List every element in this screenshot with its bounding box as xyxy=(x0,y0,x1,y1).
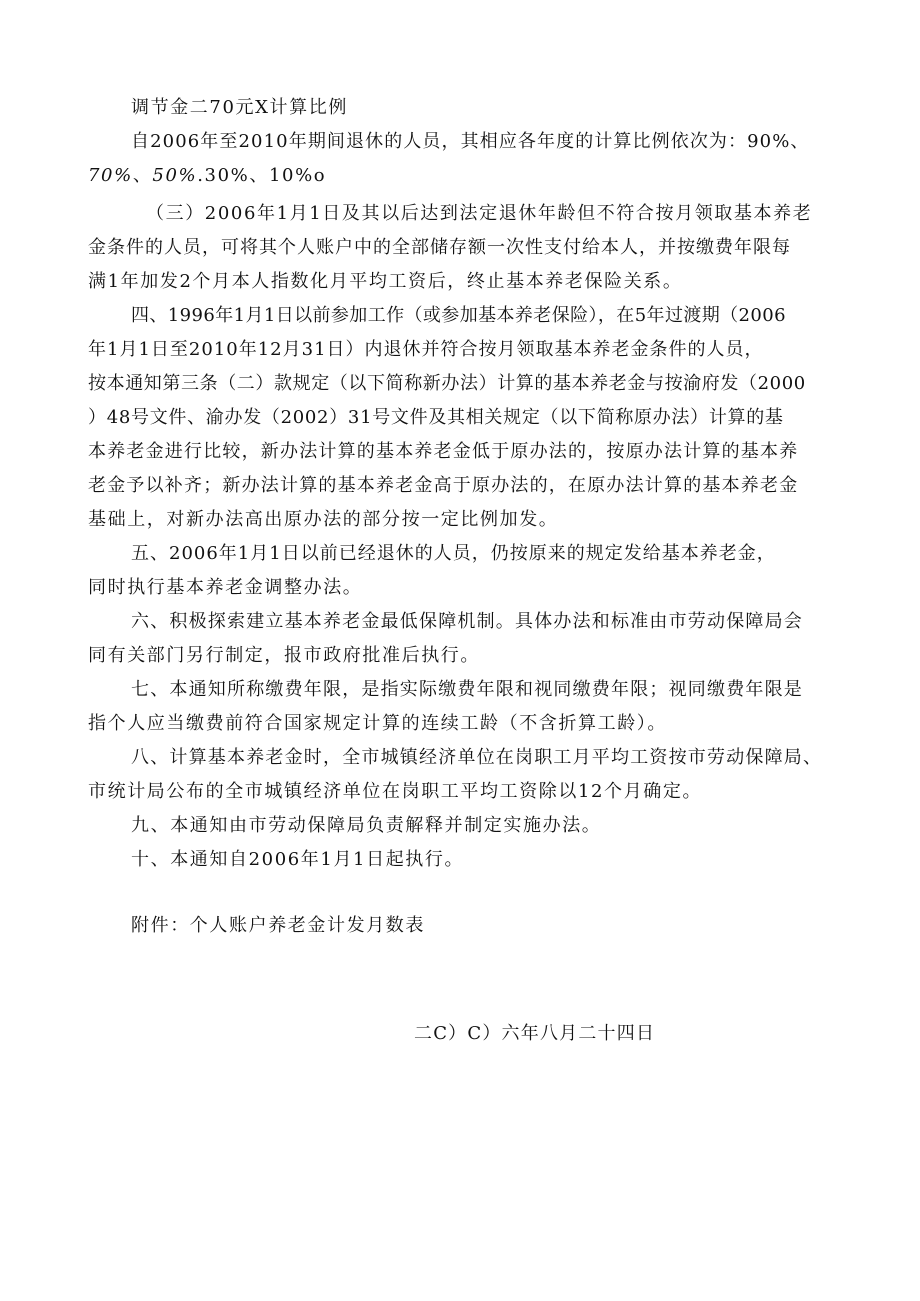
paragraph-10: 十、本通知自2006年1月1日起执行。 xyxy=(131,849,465,870)
paragraph-3-3-line-2: 金条件的人员，可将其个人账户中的全部储存额一次性支付给本人，并按缴费年限每 xyxy=(88,237,791,258)
signature-date: 二C）C）六年八月二十四日 xyxy=(414,1023,656,1044)
calc-ratio-line: 自2006年至2010年期间退休的人员，其相应各年度的计算比例依次为：90%、 xyxy=(131,131,810,152)
paragraph-4-line-4: ）48号文件、渝办发（2002）31号文件及其相关规定（以下简称原办法）计算的基 xyxy=(88,407,784,428)
paragraph-4-line-2: 年1月1日至2010年12月31日）内退休并符合按月领取基本养老金条件的人员， xyxy=(88,339,764,360)
paragraph-8-line-1: 八、计算基本养老金时，全市城镇经济单位在岗职工月平均工资按市劳动保障局、 xyxy=(131,747,823,768)
paragraph-4-line-5: 本养老金进行比较，新办法计算的基本养老金低于原办法的，按原办法计算的基本养 xyxy=(88,441,799,462)
paragraph-4-line-7: 基础上，对新办法高出原办法的部分按一定比例加发。 xyxy=(88,509,559,530)
paragraph-7-line-2: 指个人应当缴费前符合国家规定计算的连续工龄（不含折算工龄）。 xyxy=(88,713,667,734)
calc-ratio-values-line xyxy=(88,164,326,188)
paragraph-8-line-2: 市统计局公布的全市城镇经济单位在岗职工平均工资除以12个月确定。 xyxy=(88,781,703,802)
paragraph-6-line-1: 六、积极探索建立基本养老金最低保障机制。具体办法和标准由市劳动保障局会 xyxy=(131,611,803,632)
adjustment-formula-line: 调节金二70元X计算比例 xyxy=(131,97,348,118)
paragraph-3-3-line-1: （三）2006年1月1日及其以后达到法定退休年龄但不符合按月领取基本养老 xyxy=(146,203,813,224)
paragraph-5-line-1: 五、2006年1月1日以前已经退休的人员，仍按原来的规定发给基本养老金， xyxy=(131,543,776,564)
paragraph-3-3-line-3: 满1年加发2个月本人指数化月平均工资后，终止基本养老保险关系。 xyxy=(88,271,683,292)
paragraph-4-line-3: 按本通知第三条（二）款规定（以下简称新办法）计算的基本养老金与按渝府发（2000 xyxy=(88,373,806,394)
attachment-line: 附件：个人账户养老金计发月数表 xyxy=(131,915,425,936)
ratio-sep: 、 xyxy=(132,165,153,186)
paragraph-9: 九、本通知由市劳动保障局负责解释并制定实施办法。 xyxy=(131,815,602,836)
paragraph-4-line-1: 四、1996年1月1日以前参加工作（或参加基本养老保险），在5年过渡期（2006 xyxy=(131,305,786,326)
ratio-70: 70% xyxy=(88,165,133,186)
paragraph-5-line-2: 同时执行基本养老金调整办法。 xyxy=(88,577,363,598)
paragraph-4-line-6: 老金予以补齐；新办法计算的基本养老金高于原办法的，在原办法计算的基本养老金 xyxy=(88,475,799,496)
paragraph-7-line-1: 七、本通知所称缴费年限，是指实际缴费年限和视同缴费年限；视同缴费年限是 xyxy=(131,679,803,700)
ratio-rest: .30%、10%o xyxy=(197,165,327,186)
ratio-50: 50% xyxy=(152,165,198,186)
paragraph-6-line-2: 同有关部门另行制定，报市政府批准后执行。 xyxy=(88,645,480,666)
